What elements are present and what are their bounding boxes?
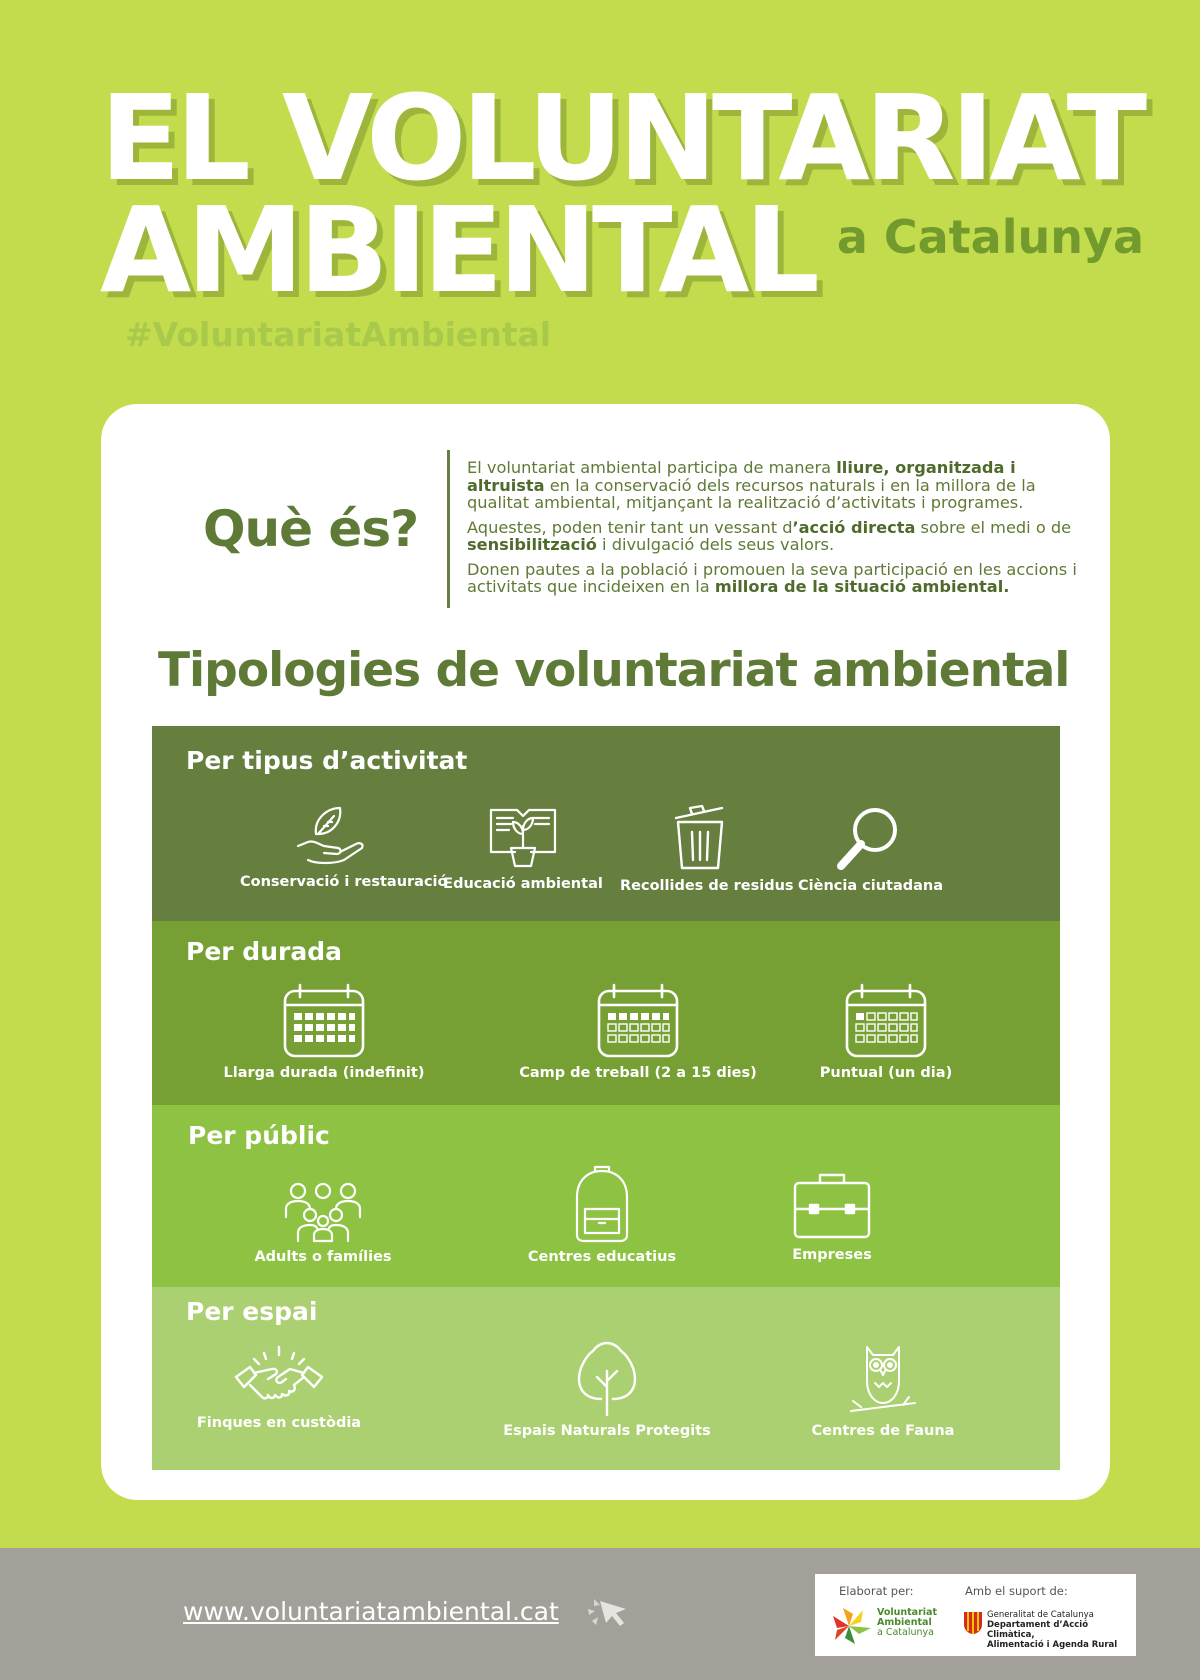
intro-bold: millora de la situació ambiental. xyxy=(714,577,1010,596)
item-espais-naturals xyxy=(502,1341,712,1439)
item-centres-educatius xyxy=(512,1165,692,1265)
item-finques xyxy=(194,1345,364,1431)
cursor-click-icon xyxy=(586,1595,634,1629)
intro-bold: lliure, organitzada i altruista xyxy=(467,458,1016,495)
handshake-icon xyxy=(234,1345,324,1409)
item-label: Puntual (un dia) xyxy=(819,1065,953,1081)
briefcase-icon xyxy=(792,1169,872,1241)
hero-title xyxy=(100,69,1144,331)
item-label: Centres de Fauna xyxy=(811,1423,955,1439)
hand-leaf-icon xyxy=(294,804,366,868)
generalitat-logo-text xyxy=(987,1610,1136,1650)
logo-line: Alimentació i Agenda Rural xyxy=(987,1640,1118,1650)
sponsor-logos xyxy=(815,1574,1136,1656)
website-link[interactable]: www.voluntariatambiental.cat xyxy=(183,1597,559,1626)
item-label: Llarga durada (indefinit) xyxy=(223,1065,425,1081)
hero-subtitle: a Catalunya xyxy=(836,210,1144,264)
item-conservacio xyxy=(240,804,448,890)
item-puntual xyxy=(806,983,966,1081)
generalitat-logo xyxy=(963,1611,983,1635)
intro-bold: ’acció directa xyxy=(792,517,916,537)
item-label: Camp de treball (2 a 15 dies) xyxy=(519,1065,757,1081)
hero-line-2-row xyxy=(100,181,1144,331)
item-adults xyxy=(248,1181,398,1265)
band-heading: Per públic xyxy=(188,1121,330,1150)
item-label: Conservació i restauració xyxy=(240,874,448,890)
intro-bold: sensibilització xyxy=(467,535,597,554)
item-centres-fauna xyxy=(798,1341,968,1439)
band-espai xyxy=(152,1287,1060,1470)
item-educacio xyxy=(438,804,608,892)
tree-icon xyxy=(575,1341,639,1417)
trash-bin-icon xyxy=(670,804,730,872)
divider xyxy=(447,450,450,608)
owl-icon xyxy=(847,1341,919,1417)
hero-line-2: AMBIENTAL xyxy=(100,181,815,319)
intro-text: El voluntariat ambiental participa de manera xyxy=(467,458,837,477)
logo-line: Generalitat de Catalunya xyxy=(987,1610,1094,1620)
suport-label: Amb el suport de: xyxy=(965,1584,1068,1598)
item-label: Empreses xyxy=(792,1247,872,1263)
voluntariat-ambiental-logo xyxy=(829,1606,873,1646)
band-durada xyxy=(152,921,1060,1105)
item-label: Espais Naturals Protegits xyxy=(503,1423,711,1439)
intro-paragraph-2 xyxy=(467,519,1087,554)
voluntariat-logo-text xyxy=(877,1608,937,1638)
band-heading: Per espai xyxy=(186,1297,318,1326)
logo-line: a Catalunya xyxy=(877,1627,934,1638)
que-es-title: Què és? xyxy=(203,500,419,558)
intro-text: Aquestes, poden tenir tant un vessant d xyxy=(467,517,793,537)
item-empreses xyxy=(772,1169,892,1263)
band-heading: Per durada xyxy=(186,937,342,966)
intro-paragraph-3 xyxy=(467,561,1087,596)
band-activitat xyxy=(152,726,1060,921)
item-label: Educació ambiental xyxy=(443,876,603,892)
logo-line: Departament d’Acció Climàtica, xyxy=(987,1620,1089,1640)
item-label: Finques en custòdia xyxy=(196,1415,362,1431)
item-label: Ciència ciutadana xyxy=(798,878,944,894)
item-camp-treball xyxy=(510,983,766,1081)
item-residus xyxy=(620,804,794,894)
intro-text: Donen pautes a la població i promouen la seva participació en les accions i activitats que incideixen en la xyxy=(467,559,1077,596)
group-people-icon xyxy=(282,1181,364,1243)
band-heading: Per tipus d’activitat xyxy=(186,746,468,775)
book-plant-icon xyxy=(487,804,559,870)
hero-line-1: EL VOLUNTARIAT xyxy=(100,69,1143,207)
logo-line: Voluntariat xyxy=(877,1607,937,1618)
item-ciencia xyxy=(798,804,944,894)
calendar-partial-icon xyxy=(596,983,680,1059)
intro-text: i divulgació dels seus valors. xyxy=(596,535,835,554)
item-label: Adults o famílies xyxy=(254,1249,392,1265)
backpack-icon xyxy=(571,1165,633,1243)
item-llarga-durada xyxy=(214,983,434,1081)
band-public xyxy=(152,1105,1060,1287)
magnifier-icon xyxy=(833,804,903,872)
intro-paragraph-1 xyxy=(467,459,1087,512)
calendar-full-icon xyxy=(282,983,366,1059)
hashtag: #VoluntariatAmbiental xyxy=(125,315,552,354)
que-es-text xyxy=(467,459,1087,603)
item-label: Centres educatius xyxy=(527,1249,677,1265)
calendar-one-day-icon xyxy=(844,983,928,1059)
logo-line: Ambiental xyxy=(877,1617,932,1628)
item-label: Recollides de residus xyxy=(620,878,794,894)
intro-text: sobre el medi o de xyxy=(915,517,1072,537)
elaborat-label: Elaborat per: xyxy=(839,1584,914,1598)
intro-text: en la conservació dels recursos naturals i en la millora de la qualitat ambiental, mitjançant la realització d’activitats i programes. xyxy=(467,475,1036,512)
tipologies-title: Tipologies de voluntariat ambiental xyxy=(158,643,1070,698)
